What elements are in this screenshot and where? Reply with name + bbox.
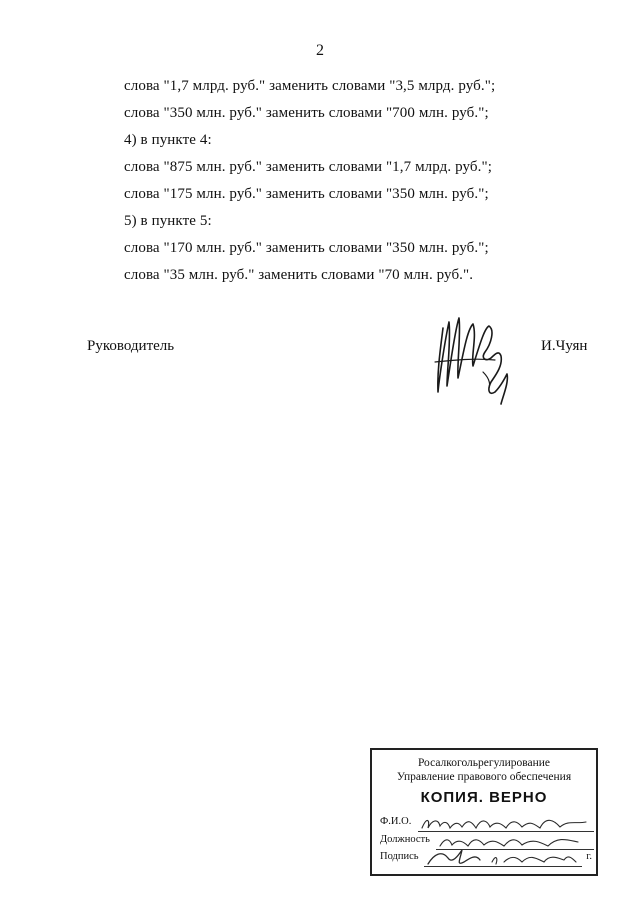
- page-number: 2: [316, 42, 324, 59]
- document-body: [124, 73, 564, 289]
- stamp-year-suffix: г.: [586, 851, 592, 862]
- stamp-signature-label: Подпись: [380, 851, 419, 862]
- stamp-fio-label: Ф.И.О.: [380, 816, 412, 827]
- stamp-position-label: Должность: [380, 834, 430, 845]
- body-line-7: слова "170 млн. руб." заменить словами "350 млн. руб.";: [124, 240, 489, 256]
- body-line-4: слова "875 млн. руб." заменить словами "1,7 млрд. руб.";: [124, 159, 492, 175]
- body-line-5: слова "175 млн. руб." заменить словами "350 млн. руб.";: [124, 186, 489, 202]
- body-line-2: слова "350 млн. руб." заменить словами "700 млн. руб.";: [124, 105, 489, 121]
- body-line-3: 4) в пункте 4:: [124, 132, 212, 148]
- signatory-role: Руководитель: [87, 338, 175, 354]
- body-line-1: слова "1,7 млрд. руб." заменить словами "3,5 млрд. руб.";: [124, 78, 496, 94]
- copy-verified-stamp: [370, 748, 598, 876]
- stamp-title: КОПИЯ. ВЕРНО: [420, 789, 548, 806]
- stamp-department: Управление правового обеспечения: [396, 771, 572, 783]
- stamp-organization: Росалкогольрегулирование: [417, 757, 551, 769]
- stamp-handwriting: [372, 750, 600, 878]
- handwritten-signature: [425, 300, 525, 420]
- body-line-6: 5) в пункте 5:: [124, 213, 212, 229]
- signatory-name: И.Чуян: [541, 338, 588, 354]
- body-line-8: слова "35 млн. руб." заменить словами "70 млн. руб.".: [124, 267, 474, 283]
